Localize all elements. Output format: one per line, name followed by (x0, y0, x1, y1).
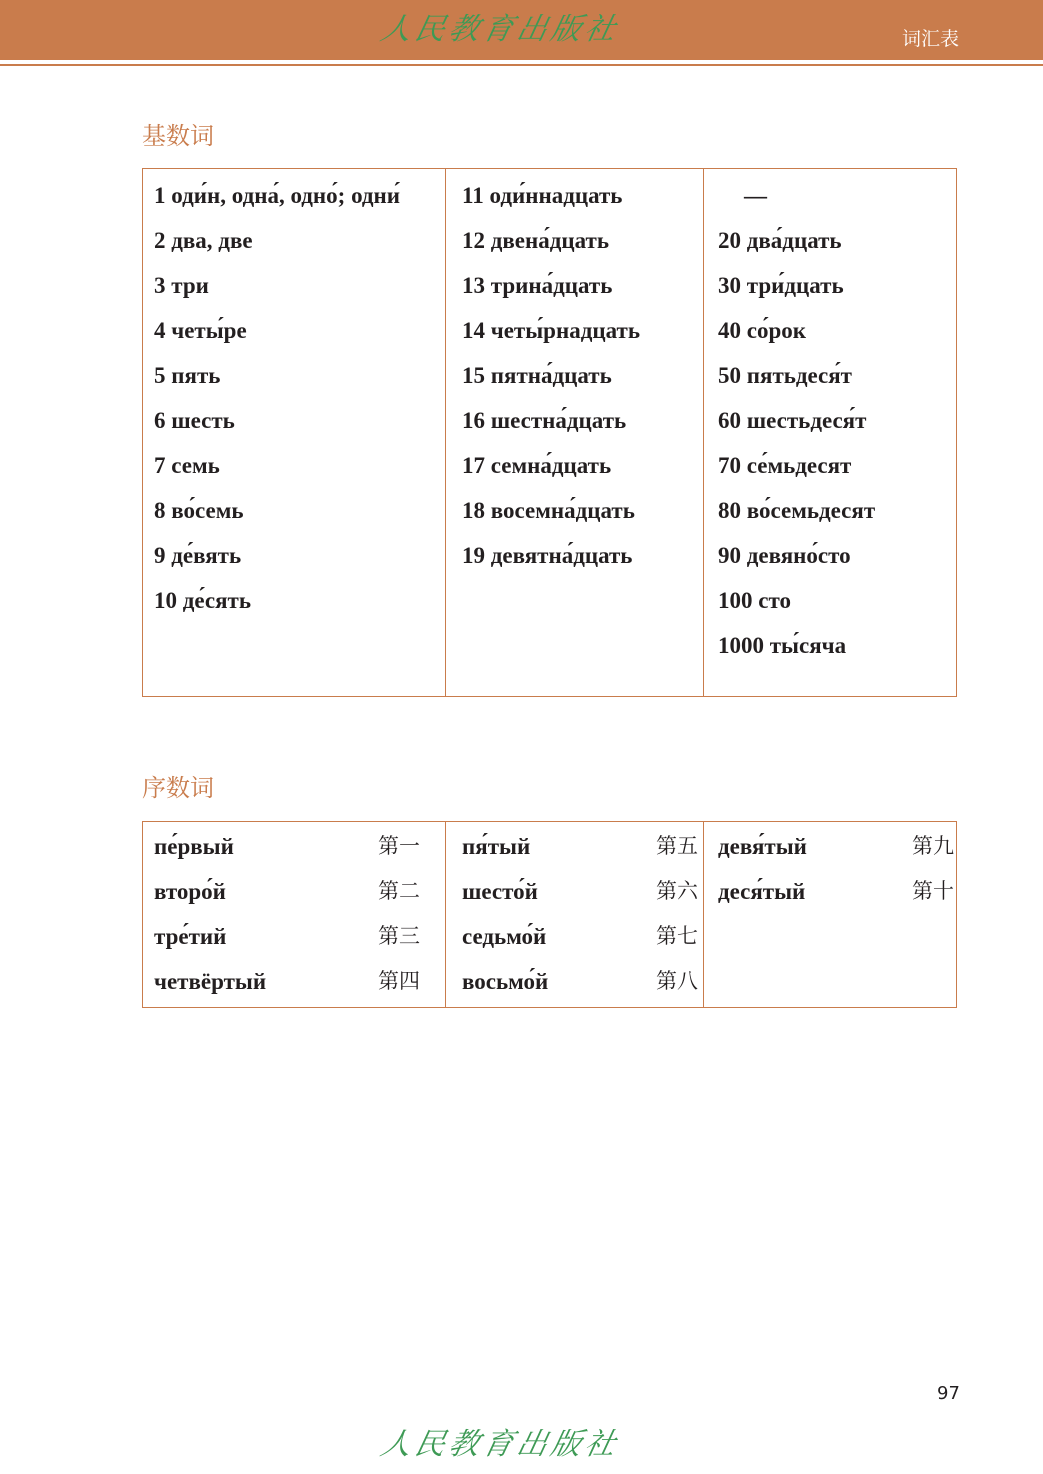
ordinal-entry (718, 824, 954, 869)
ordinal-chinese: 第八 (656, 969, 698, 993)
header-divider (0, 64, 1043, 66)
numeral-text: 14 четы́рнадцать (462, 318, 640, 343)
ordinal-entry (462, 914, 698, 959)
numeral-entry (154, 353, 444, 398)
numeral-text: 12 двена́дцать (462, 228, 610, 253)
numeral-entry (446, 308, 718, 353)
numeral-entry (704, 263, 972, 308)
ordinal-russian: шесто́й (462, 879, 538, 904)
numeral-entry (704, 173, 972, 218)
numeral-text: 17 семна́дцать (462, 453, 612, 478)
ordinal-column-2 (445, 822, 698, 1007)
numeral-entry (446, 488, 718, 533)
numeral-text: 20 два́дцать (718, 228, 842, 253)
numeral-text: 50 пятьдеся́т (718, 363, 852, 388)
ordinal-column-1 (154, 822, 420, 1007)
ordinal-chinese: 第十 (912, 879, 954, 903)
ordinal-russian: второ́й (154, 879, 226, 904)
numeral-text: 9 де́вять (154, 543, 242, 568)
numeral-text: 2 два, две (154, 228, 253, 253)
numeral-entry (154, 263, 444, 308)
numeral-text: 6 шесть (154, 408, 235, 433)
numeral-entry (446, 263, 718, 308)
ordinal-chinese: 第六 (656, 879, 698, 903)
ordinal-chinese: 第五 (656, 834, 698, 858)
numeral-text: 40 со́рок (718, 318, 807, 343)
numeral-text: 70 се́мьдесят (718, 453, 852, 478)
numeral-entry (704, 533, 972, 578)
numeral-entry (154, 578, 444, 623)
numeral-entry (704, 353, 972, 398)
ordinal-russian: четвёртый (154, 969, 267, 994)
ordinal-russian: пе́рвый (154, 834, 234, 859)
numeral-entry (154, 398, 444, 443)
ordinal-table (142, 821, 957, 1008)
numeral-entry (704, 218, 972, 263)
ordinal-entry (154, 824, 420, 869)
numeral-entry (154, 218, 444, 263)
numeral-entry (704, 398, 972, 443)
numeral-text: 5 пять (154, 363, 221, 388)
numeral-text: 90 девяно́сто (718, 543, 851, 568)
ordinal-chinese: 第九 (912, 834, 954, 858)
numeral-entry (154, 488, 444, 533)
ordinal-russian: пя́тый (462, 834, 531, 859)
ordinal-russian: седьмо́й (462, 924, 547, 949)
cardinal-column-1 (154, 169, 444, 696)
ordinal-entry (462, 959, 698, 1004)
ordinal-entry (462, 869, 698, 914)
numeral-entry (704, 443, 972, 488)
publisher-logo-footer: 人民教育出版社 (377, 1427, 623, 1462)
numeral-entry (446, 353, 718, 398)
numeral-text: 10 де́сять (154, 588, 251, 613)
numeral-text: 16 шестна́дцать (462, 408, 627, 433)
cardinal-title: 基数词 (142, 122, 214, 150)
cardinal-column-2 (445, 169, 718, 696)
numeral-text: 19 девятна́дцать (462, 543, 633, 568)
ordinal-entry (154, 914, 420, 959)
numeral-text: 30 три́дцать (718, 273, 844, 298)
numeral-entry (704, 623, 972, 668)
ordinal-russian: тре́тий (154, 924, 227, 949)
numeral-text: 4 четы́ре (154, 318, 247, 343)
numeral-text: 13 трина́дцать (462, 273, 613, 298)
numeral-entry (446, 173, 718, 218)
ordinal-title: 序数词 (142, 774, 214, 802)
ordinal-entry (154, 869, 420, 914)
numeral-text: 1 оди́н, одна́, одно́; одни́ (154, 183, 401, 208)
numeral-text: 7 семь (154, 453, 220, 478)
cardinal-table (142, 168, 957, 697)
ordinal-chinese: 第七 (656, 924, 698, 948)
numeral-text: 18 восемна́дцать (462, 498, 635, 523)
numeral-entry (446, 443, 718, 488)
numeral-text: 100 сто (718, 588, 791, 613)
numeral-entry (154, 173, 444, 218)
ordinal-chinese: 第四 (378, 969, 420, 993)
ordinal-chinese: 第一 (378, 834, 420, 858)
ordinal-entry (718, 869, 954, 914)
page-number: 97 (937, 1383, 960, 1404)
ordinal-entry (462, 824, 698, 869)
numeral-entry (704, 488, 972, 533)
numeral-entry (154, 533, 444, 578)
ordinal-column-3 (703, 822, 954, 1007)
numeral-entry (446, 398, 718, 443)
numeral-text: 8 во́семь (154, 498, 244, 523)
ordinal-entry (154, 959, 420, 1004)
numeral-entry (154, 443, 444, 488)
numeral-text: 80 во́семьдесят (718, 498, 876, 523)
numeral-text: 11 оди́ннадцать (462, 183, 623, 208)
numeral-entry (446, 533, 718, 578)
numeral-entry (704, 308, 972, 353)
numeral-text: 3 три (154, 273, 209, 298)
numeral-entry (446, 218, 718, 263)
numeral-entry (154, 308, 444, 353)
numeral-text: 15 пятна́дцать (462, 363, 612, 388)
ordinal-chinese: 第二 (378, 879, 420, 903)
numeral-text: — (744, 183, 767, 208)
ordinal-russian: деся́тый (718, 879, 806, 904)
numeral-text: 1000 ты́сяча (718, 633, 847, 658)
ordinal-russian: девя́тый (718, 834, 807, 859)
section-label: 词汇表 (901, 28, 959, 50)
ordinal-russian: восьмо́й (462, 969, 549, 994)
cardinal-column-3 (703, 169, 972, 696)
numeral-text: 60 шестьдеся́т (718, 408, 867, 433)
numeral-entry (704, 578, 972, 623)
ordinal-chinese: 第三 (378, 924, 420, 948)
publisher-logo: 人民教育出版社 (377, 12, 623, 47)
